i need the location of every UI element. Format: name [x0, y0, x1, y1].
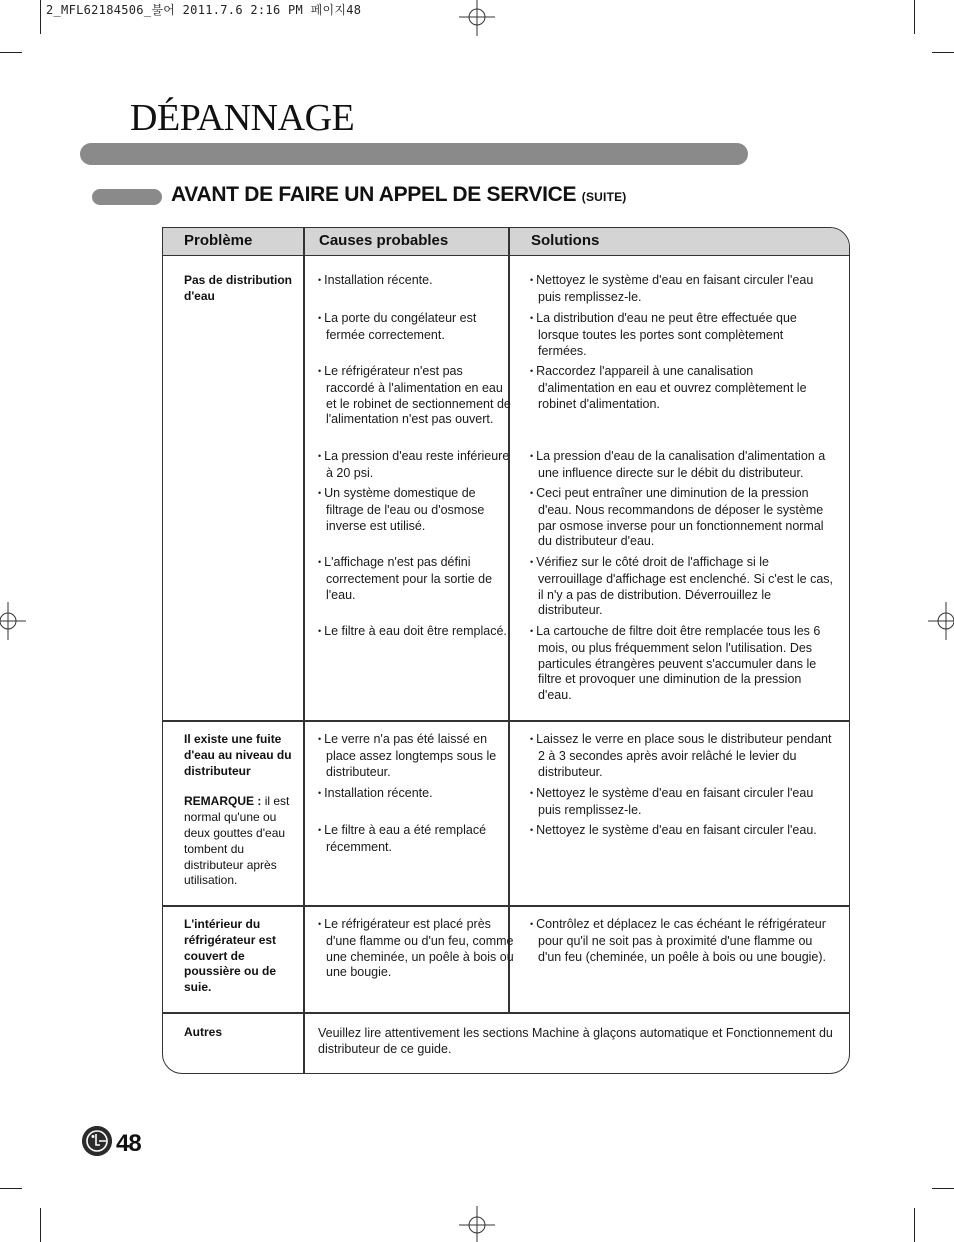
solution-item: • Ceci peut entraîner une diminution de la pression d'eau. Nous recommandons de déposer le système par osmose inverse pour un fonctionnement normal du distributeur d'eau.: [530, 486, 833, 550]
registration-mark-left: [0, 598, 26, 644]
crop-mark: [914, 1208, 915, 1242]
page-number: 48: [116, 1130, 141, 1157]
cause-item: • Le réfrigérateur est placé près d'une flamme ou d'un feu, comme une cheminée, un poêle à bois ou une bougie.: [318, 917, 514, 981]
crop-mark: [932, 52, 954, 53]
cause-item: • Le réfrigérateur n'est pas raccordé à l'alimentation en eau et le robinet de sectionnement de l'alimentation n'est pas ouvert.: [318, 364, 514, 428]
cause-item: • Le verre n'a pas été laissé en place assez longtemps sous le distributeur.: [318, 732, 514, 780]
row-divider: [163, 905, 849, 907]
solution-item: • Contrôlez et déplacez le cas échéant le réfrigérateur pour qu'il ne soit pas à proximité d'une flamme ou d'un feu (cheminée, un poêle à bois ou une bougie).: [530, 917, 833, 965]
title-bar: [80, 143, 748, 165]
column-divider: [508, 228, 510, 1013]
crop-mark: [914, 0, 915, 34]
registration-mark-right: [928, 598, 954, 644]
solution-item: • La distribution d'eau ne peut être effectuée que lorsque toutes les portes sont complètement fermées.: [530, 311, 833, 359]
problem-water-leak: [184, 732, 300, 889]
cause-item: • Un système domestique de filtrage de l'eau ou d'osmose inverse est utilisé.: [318, 486, 514, 534]
crop-mark: [0, 1188, 22, 1189]
solution-item: • Nettoyez le système d'eau en faisant circuler l'eau.: [530, 823, 833, 840]
cause-item: • La porte du congélateur est fermée correctement.: [318, 311, 514, 344]
solution-item: • Nettoyez le système d'eau en faisant circuler l'eau puis remplissez-le.: [530, 786, 833, 819]
column-divider: [303, 228, 305, 1074]
header-problem: Problème: [184, 232, 253, 249]
crop-mark: [40, 0, 41, 34]
note-label: REMARQUE :: [184, 794, 262, 809]
header-solutions: Solutions: [531, 232, 600, 249]
troubleshooting-table: [162, 227, 850, 1074]
other-text: Veuillez lire attentivement les sections Machine à glaçons automatique et Fonctionnement du distributeur de ce guide.: [318, 1026, 833, 1056]
problem-water-leak-title: Il existe une fuite d'eau au niveau du distributeur: [184, 732, 292, 778]
cause-item: • L'affichage n'est pas défini correctement pour la sortie de l'eau.: [318, 555, 514, 603]
cause-item: • Installation récente.: [318, 273, 514, 290]
problem-other: Autres: [184, 1025, 223, 1039]
cause-item: • Installation récente.: [318, 786, 514, 803]
row-divider: [163, 720, 849, 722]
table-header: [163, 228, 849, 256]
solution-item: • Nettoyez le système d'eau en faisant circuler l'eau puis remplissez-le.: [530, 273, 833, 306]
lg-logo-icon: [82, 1126, 112, 1156]
solution-item: • La pression d'eau de la canalisation d'alimentation a une influence directe sur le débit du distributeur.: [530, 449, 833, 482]
solution-item: • Laissez le verre en place sous le distributeur pendant 2 à 3 secondes après avoir relâché le levier du distributeur.: [530, 732, 833, 780]
problem-dust-soot: L'intérieur du réfrigérateur est couvert de poussière ou de suie.: [184, 917, 277, 995]
row-divider: [163, 1012, 849, 1014]
cause-item: • Le filtre à eau a été remplacé récemment.: [318, 823, 514, 856]
cause-item: • La pression d'eau reste inférieure à 20 psi.: [318, 449, 514, 482]
page-title: DÉPANNAGE: [130, 97, 355, 139]
print-header: 2_MFL62184506_불어 2011.7.6 2:16 PM 페이지48: [46, 3, 362, 17]
note-text: il est normal qu'une ou deux gouttes d'eau tombent du distributeur après utilisation.: [184, 794, 290, 888]
header-causes: Causes probables: [319, 232, 449, 249]
crop-mark: [40, 1208, 41, 1242]
solution-item: • Vérifiez sur le côté droit de l'affichage si le verrouillage d'affichage est enclenché. Si c'est le cas, il n'y a pas de distribution. Déverrouillez le distributeur.: [530, 555, 833, 619]
section-title: [171, 183, 627, 207]
solution-item: • La cartouche de filtre doit être remplacée tous les 6 mois, ou plus fréquemment selon l'utilisation. Des particules étrangères peuvent s'accumuler dans le filtre et provoquer une diminution de la pression d'eau.: [530, 624, 833, 704]
problem-no-water: Pas de distribution d'eau: [184, 273, 293, 303]
solution-item: • Raccordez l'appareil à une canalisation d'alimentation en eau et ouvrez complètement le robinet d'alimentation.: [530, 364, 833, 412]
cause-item: • Le filtre à eau doit être remplacé.: [318, 624, 514, 641]
problem-note: [184, 794, 300, 889]
registration-mark-bottom: [455, 1206, 499, 1242]
section-title-text: AVANT DE FAIRE UN APPEL DE SERVICE: [171, 183, 577, 206]
section-title-suffix: (SUITE): [581, 190, 627, 204]
section-pill: [92, 189, 162, 205]
crop-mark: [932, 1188, 954, 1189]
crop-mark: [0, 52, 22, 53]
registration-mark-top: [455, 0, 499, 36]
